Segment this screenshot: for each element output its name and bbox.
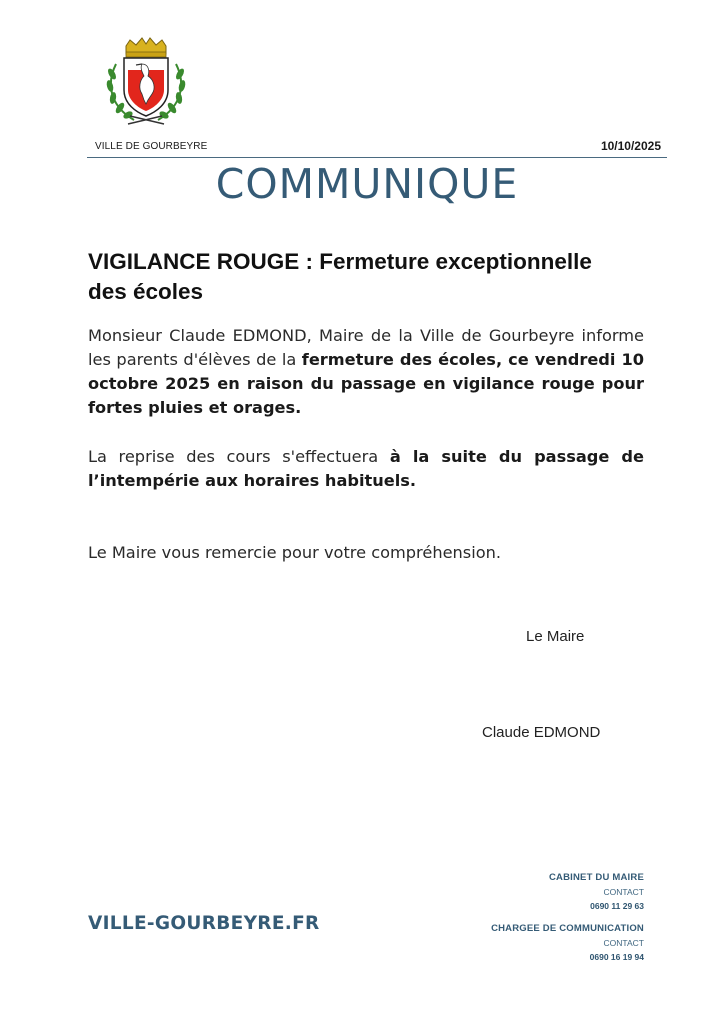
paragraph-announcement-emphasis: fermeture des écoles, ce vendredi 10 octobre 2025 en raison du passage en vigilance rouge pour fortes pluies et orages. (88, 350, 644, 417)
contact-communication (491, 922, 644, 964)
contact-communication-sub: CONTACT (603, 938, 644, 948)
paragraph-announcement-text: Monsieur Claude EDMOND, Maire de la Ville de Gourbeyre informe les parents d'élèves de la (88, 326, 644, 369)
headline-line-1: VIGILANCE ROUGE : Fermeture exceptionnelle (88, 249, 592, 274)
paragraph-resumption (88, 445, 644, 493)
contact-cabinet-sub: CONTACT (603, 887, 644, 897)
header-rule (87, 139, 667, 158)
signature-title: Le Maire (526, 628, 585, 645)
contact-cabinet-label: CABINET DU MAIRE (548, 872, 644, 883)
document-date: 10/10/2025 (600, 139, 661, 153)
signature-name: Claude EDMOND (482, 724, 601, 741)
paragraph-resumption-text: La reprise des cours s'effectuera (88, 447, 390, 466)
website-link[interactable]: VILLE-GOURBEYRE.FR (88, 913, 320, 934)
paragraph-resumption-emphasis: à la suite du passage de l’intempérie aux horaires habituels. (88, 447, 645, 490)
contact-communication-label: CHARGEE DE COMMUNICATION (491, 923, 644, 934)
city-name: VILLE DE GOURBEYRE (95, 141, 208, 152)
contact-communication-phone[interactable]: 0690 16 19 94 (589, 952, 644, 962)
headline (88, 247, 648, 307)
contact-cabinet (549, 871, 644, 913)
contact-cabinet-phone[interactable]: 0690 11 29 63 (590, 901, 644, 911)
paragraph-announcement (88, 324, 644, 420)
gourbeyre-coat-of-arms-icon (98, 34, 194, 130)
paragraph-thanks: Le Maire vous remercie pour votre compréhension. (88, 543, 502, 562)
headline-line-2: des écoles (88, 279, 204, 304)
document-type-title: COMMUNIQUE (215, 160, 519, 208)
